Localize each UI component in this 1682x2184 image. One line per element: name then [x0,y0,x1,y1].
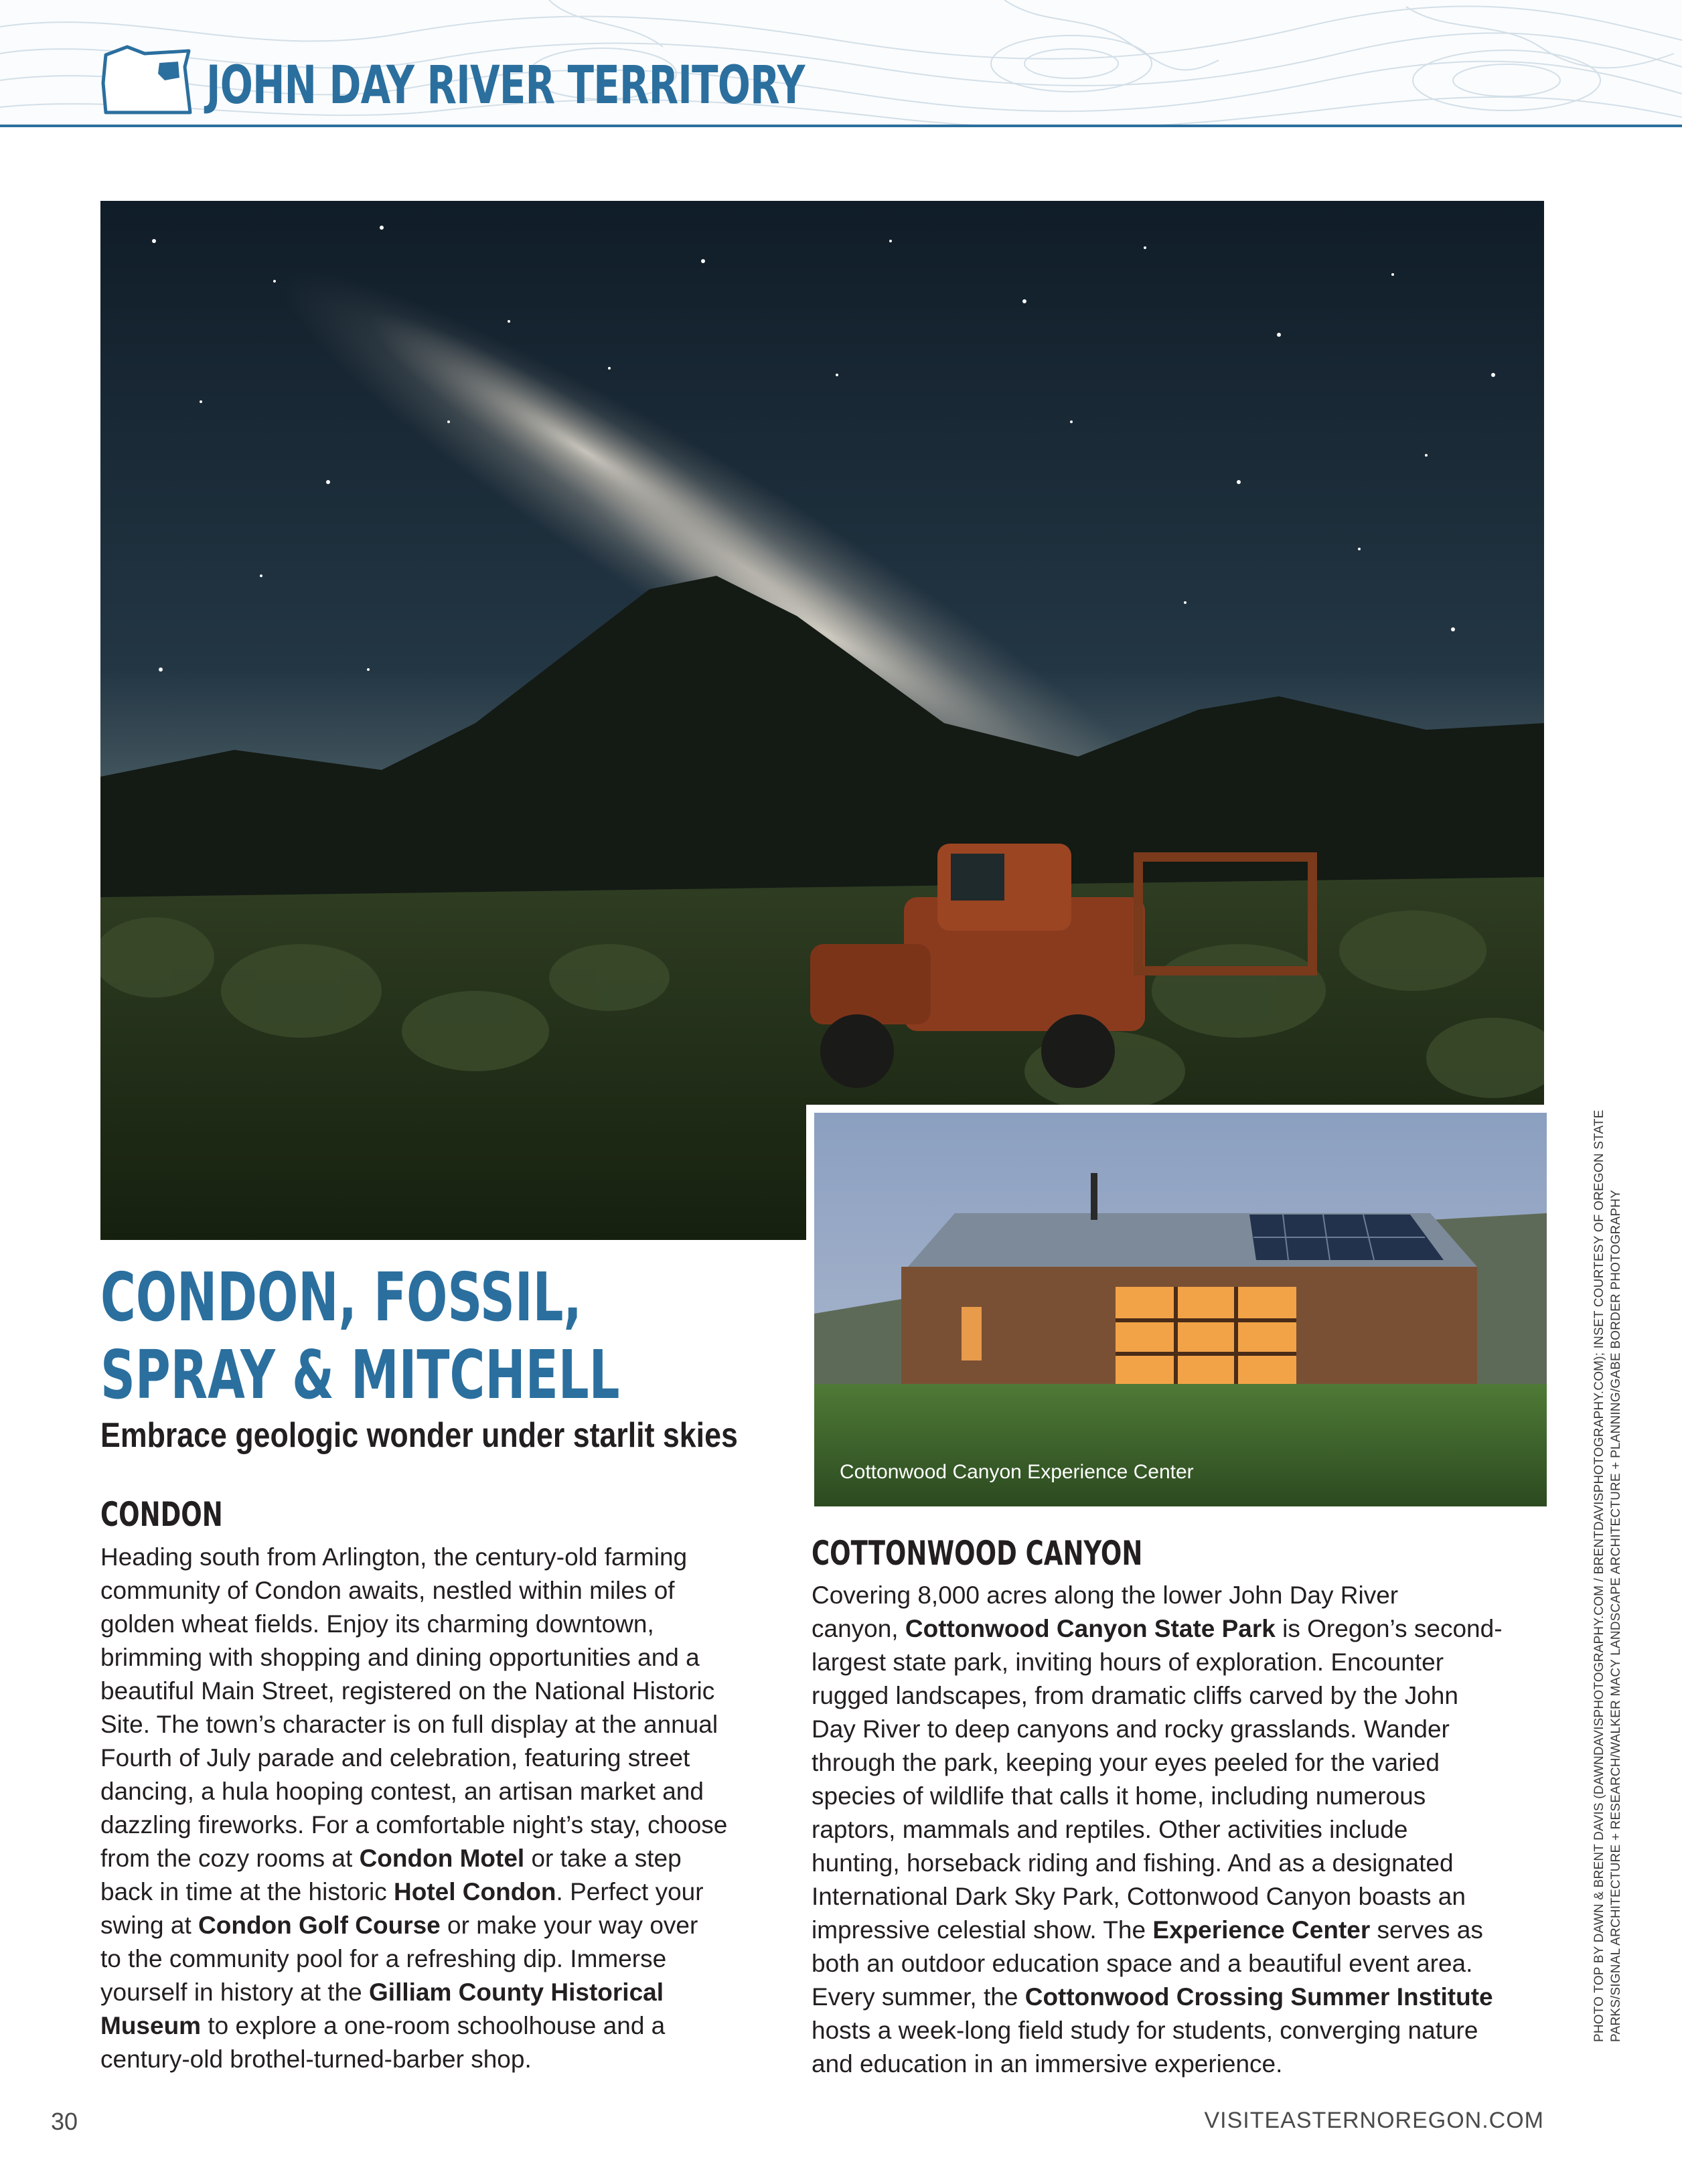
text-line [100,1976,797,2009]
text-line [100,1808,797,1842]
text-run: back in time at the historic [100,1878,394,1905]
bold-highlight: Gilliam County Historical [369,1978,664,2006]
text-run: serves as [1370,1916,1483,1944]
text-line [812,1780,1535,1813]
bold-highlight: Cottonwood Canyon State Park [905,1615,1276,1642]
text-line [100,1541,797,1574]
text-run: century-old brothel-turned-barber shop. [100,2045,532,2073]
territory-header [0,0,1682,127]
text-line [812,1579,1535,1612]
text-run: yourself in history at the [100,1978,370,2006]
text-run: from the cozy rooms at [100,1845,360,1872]
text-run: raptors, mammals and reptiles. Other activities include [812,1816,1408,1843]
text-run: canyon, [812,1615,905,1642]
text-run: both an outdoor education space and a beautiful event area. [812,1950,1473,1977]
inset-photo-frame [806,1105,1549,1508]
bold-highlight: Hotel Condon [394,1878,556,1905]
section-title-line2: SPRAY & MITCHELL [100,1336,620,1414]
text-run: dazzling fireworks. For a comfortable night’s stay, choose [100,1811,728,1839]
experience-center-building-photo [814,1113,1547,1506]
bold-highlight: Condon Motel [359,1845,525,1872]
condon-body [100,1541,797,2076]
main-photo [100,201,1544,1240]
text-run: community of Condon awaits, nestled within miles of [100,1577,675,1604]
text-line [812,1947,1535,1980]
header-divider [0,125,1682,127]
text-run: to explore a one-room schoolhouse and a [201,2012,666,2039]
page-number: 30 [51,2108,78,2135]
photo-credit [1591,1071,1624,2042]
text-run: or make your way over [440,1912,698,1939]
text-line [812,1646,1535,1679]
text-run: or take a step [524,1845,682,1872]
text-line [812,1880,1535,1914]
inset-caption: Cottonwood Canyon Experience Center [840,1461,1194,1483]
inset-photo [814,1113,1547,1506]
text-line [100,2009,797,2043]
text-line [812,1612,1535,1646]
photo-credit-line1: PHOTO TOP BY DAWN & BRENT DAVIS (DAWNDAVISPHOTOGRAPHY.COM / BRENTDAVISPHOTOGRAPHY.COM); INSET COURTESY OF OREGON STATE [1592,1109,1606,2042]
text-line [100,1674,797,1708]
condon-heading: CONDON [100,1495,223,1534]
text-line [100,1741,797,1775]
text-line [100,1842,797,1875]
photo-credit-line2: PARKS/SIGNAL ARCHITECTURE + RESEARCH/WALKER MACY LANDSCAPE ARCHITECTURE + PLANNING/GABE BORDER PHOTOGRAPHY [1609,1189,1623,2042]
text-line [100,1942,797,1976]
text-line [100,1708,797,1741]
text-run: . Perfect your [556,1878,704,1905]
text-run: swing at [100,1912,199,1939]
bold-highlight: Museum [100,2012,202,2039]
text-line [100,1909,797,1942]
section-title-line1: CONDON, FOSSIL, [100,1258,582,1336]
oregon-state-map-icon [100,43,194,118]
text-run: Day River to deep canyons and rocky grasslands. Wander [812,1715,1450,1743]
text-line [812,1813,1535,1847]
section-subtitle: Embrace geologic wonder under starlit skies [100,1416,738,1455]
milky-way-night-sky-truck-photo [100,201,1544,1240]
text-run: Site. The town’s character is on full display at the annual [100,1711,718,1738]
text-run: rugged landscapes, from dramatic cliffs carved by the John [812,1682,1458,1709]
bold-highlight: Experience Center [1152,1916,1371,1944]
text-run: impressive celestial show. The [812,1916,1153,1944]
text-run: Heading south from Arlington, the century-old farming [100,1543,688,1571]
text-run: Fourth of July parade and celebration, featuring street [100,1744,690,1772]
bold-highlight: Condon Golf Course [198,1912,441,1939]
text-run: and education in an immersive experience. [812,2050,1283,2078]
text-line [812,2014,1535,2047]
text-run: hosts a week-long field study for students, converging nature [812,2017,1478,2044]
text-run: is Oregon’s second- [1275,1615,1503,1642]
text-run: brimming with shopping and dining opportunities and a [100,1644,700,1671]
text-line [812,2047,1535,2081]
cottonwood-body [812,1579,1535,2081]
site-url: VISITEASTERNOREGON.COM [1204,2108,1544,2133]
text-run: largest state park, inviting hours of exploration. Encounter [812,1648,1444,1676]
text-line [100,1641,797,1674]
text-line [100,1875,797,1909]
text-line [100,1608,797,1641]
text-run: International Dark Sky Park, Cottonwood Canyon boasts an [812,1883,1466,1910]
text-run: golden wheat fields. Enjoy its charming downtown, [100,1610,654,1638]
section-title [100,1259,620,1414]
text-line [100,1574,797,1608]
text-run: Covering 8,000 acres along the lower John Day River [812,1581,1399,1609]
territory-title: JOHN DAY RIVER TERRITORY [206,56,805,116]
text-line [812,1713,1535,1746]
cottonwood-heading: COTTONWOOD CANYON [812,1534,1143,1573]
text-run: species of wildlife that calls it home, including numerous [812,1782,1426,1810]
text-run: to the community pool for a refreshing dip. Immerse [100,1945,667,1972]
text-line [812,1980,1535,2014]
text-line [100,1775,797,1808]
text-line [812,1746,1535,1780]
text-line [812,1847,1535,1880]
text-run: beautiful Main Street, registered on the National Historic [100,1677,715,1705]
text-run: dancing, a hula hooping contest, an artisan market and [100,1778,704,1805]
text-run: hunting, horseback riding and fishing. And as a designated [812,1849,1454,1877]
bold-highlight: Cottonwood Crossing Summer Institute [1024,1983,1493,2011]
text-run: through the park, keeping your eyes peeled for the varied [812,1749,1440,1776]
text-run: Every summer, the [812,1983,1025,2011]
text-line [812,1914,1535,1947]
text-line [100,2043,797,2076]
text-line [812,1679,1535,1713]
